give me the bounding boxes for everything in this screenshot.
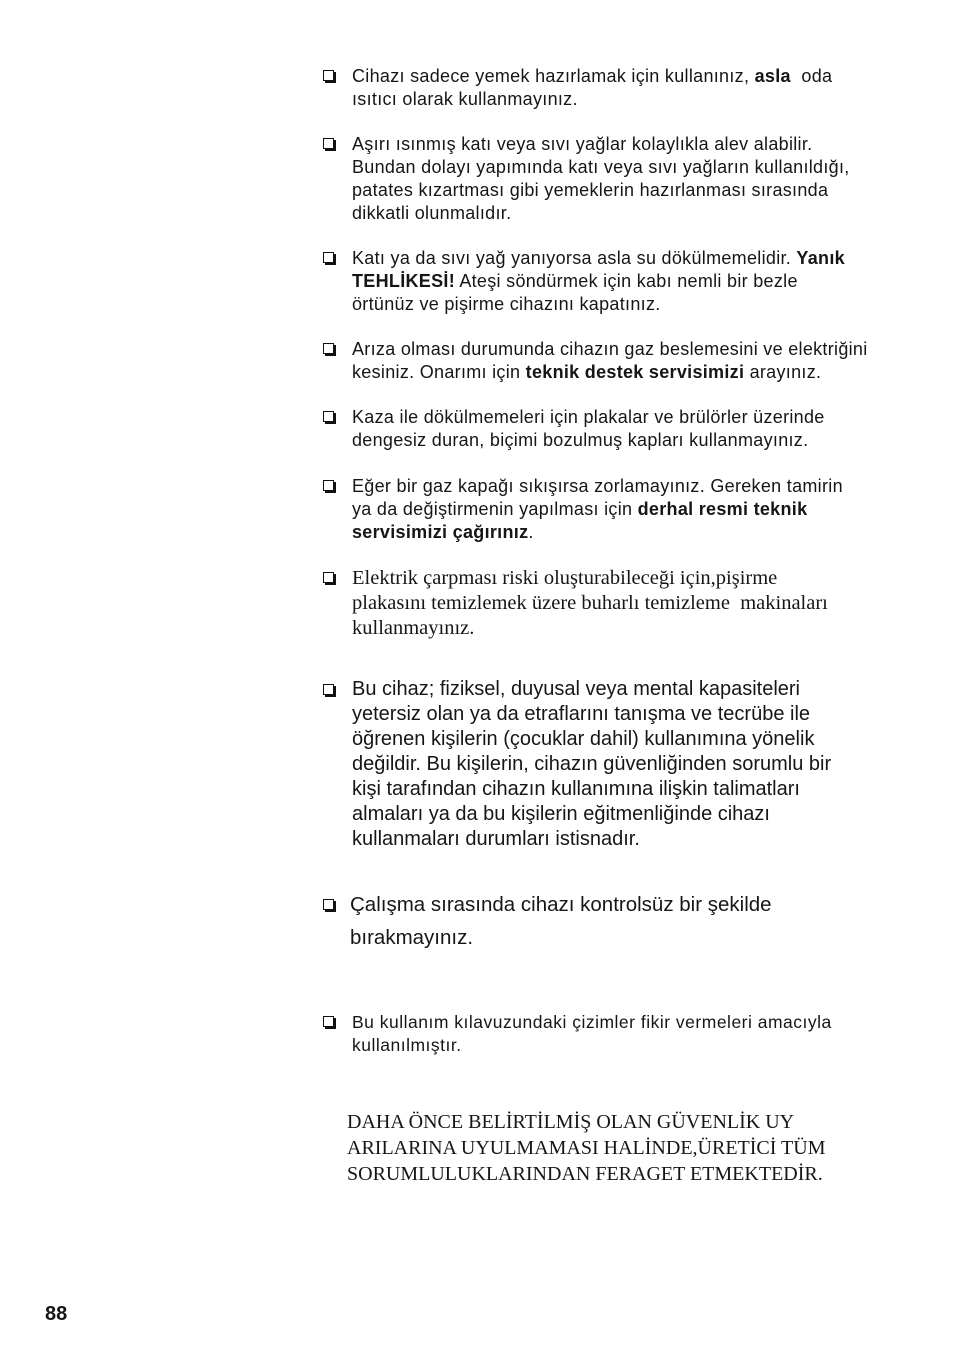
- item-line: [352, 293, 922, 316]
- line-text: Bu cihaz; fiziksel, duyusal veya mental kapasiteleri: [352, 678, 800, 700]
- line-text: Cihazı sadece yemek hazırlamak için kullanınız,: [352, 66, 755, 86]
- bold-text: derhal resmi teknik: [637, 499, 808, 519]
- line-text: dikkatli olunmalıdır.: [352, 203, 512, 223]
- item-line: [352, 179, 922, 202]
- item-line: [352, 802, 922, 827]
- safety-item-text: [352, 677, 922, 852]
- safety-item: [322, 677, 922, 852]
- item-line: [350, 921, 922, 954]
- line-text: örtünüz ve pişirme cihazını kapatınız.: [352, 294, 661, 314]
- safety-item-text: [352, 566, 922, 641]
- line-text: Bundan dolayı yapımında katı veya sıvı yağların kullanıldığı,: [352, 157, 850, 177]
- line-text: Eğer bir gaz kapağı sıkışırsa zorlamayınız. Gereken tamirin: [352, 476, 843, 496]
- item-line: [352, 566, 922, 591]
- line-text: Arıza olması durumunda cihazın gaz beslemesini ve elektriğini: [352, 339, 868, 359]
- safety-item: [322, 133, 922, 225]
- item-line: [352, 475, 922, 498]
- safety-item-text: [350, 888, 922, 954]
- notice-line: ARILARINA UYULMAMASI HALİNDE,ÜRETİCİ TÜM: [347, 1137, 826, 1159]
- line-text: arayınız.: [744, 362, 822, 382]
- line-text: bırakmayınız.: [350, 926, 474, 949]
- checkbox-bullet-icon: [323, 252, 334, 263]
- item-line: [352, 752, 922, 777]
- bold-text: TEHLİKESİ!: [352, 271, 456, 291]
- safety-item: [322, 338, 922, 384]
- line-text: kullanmaları durumları istisnadır.: [352, 828, 640, 850]
- item-line: [352, 88, 922, 111]
- checkbox-bullet-icon: [323, 572, 334, 583]
- checkbox-bullet-icon: [323, 684, 334, 695]
- item-line: [352, 702, 922, 727]
- item-line: [352, 65, 922, 88]
- item-line: [352, 247, 922, 270]
- item-line: [352, 1011, 922, 1034]
- line-text: plakasını temizlemek üzere buharlı temizleme makinaları: [352, 592, 828, 614]
- page-number: 88: [45, 1303, 68, 1325]
- safety-item: [322, 65, 922, 111]
- line-text: Elektrik çarpması riski oluşturabileceği için,pişirme: [352, 567, 778, 589]
- line-text: ısıtıcı olarak kullanmayınız.: [352, 89, 578, 109]
- checkbox-bullet-icon: [323, 480, 334, 491]
- line-text: patates kızartması gibi yemeklerin hazırlanması sırasında: [352, 180, 829, 200]
- line-text: Ateşi söndürmek için kabı nemli bir bezle: [455, 271, 798, 291]
- safety-item-text: [352, 475, 922, 544]
- safety-item-text: [352, 133, 922, 225]
- line-text: almaları ya da bu kişilerin eğitmenliğinde cihazı: [352, 803, 770, 825]
- item-line: [350, 888, 922, 921]
- checkbox-bullet-icon: [323, 138, 334, 149]
- safety-item-text: [352, 338, 922, 384]
- line-text: Katı ya da sıvı yağ yanıyorsa asla su dökülmemelidir.: [352, 248, 797, 268]
- item-line: [352, 406, 922, 429]
- line-text: yetersiz olan ya da etraflarını tanışma ve tecrübe ile: [352, 703, 811, 725]
- safety-item-text: [352, 247, 922, 316]
- line-text: oda: [790, 66, 833, 86]
- item-line: [352, 270, 922, 293]
- item-line: [352, 521, 922, 544]
- bold-text: teknik destek servisimizi: [525, 362, 745, 382]
- line-text: Çalışma sırasında cihazı kontrolsüz bir şekilde: [350, 893, 772, 916]
- notice-line: SORUMLULUKLARINDAN FERAGET ETMEKTEDİR.: [347, 1163, 823, 1185]
- line-text: ya da değiştirmenin yapılması için: [352, 499, 638, 519]
- notice-line: DAHA ÖNCE BELİRTİLMİŞ OLAN GÜVENLİK UY: [347, 1111, 795, 1133]
- bold-text: asla: [754, 66, 791, 86]
- item-line: [352, 591, 922, 616]
- item-line: [352, 338, 922, 361]
- bold-text: Yanık: [796, 248, 845, 268]
- safety-item: [322, 406, 922, 452]
- line-text: kullanılmıştır.: [352, 1035, 462, 1055]
- item-line: [352, 156, 922, 179]
- item-line: [352, 361, 922, 384]
- line-text: Bu kullanım kılavuzundaki çizimler fikir vermeleri amacıyla: [352, 1012, 832, 1032]
- line-text: Kaza ile dökülmemeleri için plakalar ve brülörler üzerinde: [352, 407, 825, 427]
- safety-item: [322, 1011, 922, 1057]
- item-line: [352, 133, 922, 156]
- safety-item-text: [352, 406, 922, 452]
- line-text: dengesiz duran, biçimi bozulmuş kapları kullanmayınız.: [352, 430, 809, 450]
- safety-item-text: [352, 65, 922, 111]
- item-line: [352, 1034, 922, 1057]
- checkbox-bullet-icon: [323, 411, 334, 422]
- item-line: [352, 677, 922, 702]
- safety-item: [322, 475, 922, 544]
- liability-notice: [347, 1109, 826, 1187]
- item-line: [352, 498, 922, 521]
- item-line: [352, 202, 922, 225]
- safety-item: [322, 566, 922, 641]
- item-line: [352, 727, 922, 752]
- safety-item: [322, 888, 922, 954]
- line-text: kesiniz. Onarımı için: [352, 362, 526, 382]
- line-text: .: [528, 522, 534, 542]
- line-text: kullanmayınız.: [352, 617, 475, 639]
- safety-item: [322, 247, 922, 316]
- item-line: [352, 777, 922, 802]
- line-text: değildir. Bu kişilerin, cihazın güvenliğinden sorumlu bir: [352, 753, 832, 775]
- line-text: öğrenen kişilerin (çocuklar dahil) kullanımına yönelik: [352, 728, 815, 750]
- item-line: [352, 827, 922, 852]
- safety-item-text: [352, 1011, 922, 1057]
- line-text: kişi tarafından cihazın kullanımına ilişkin talimatları: [352, 778, 800, 800]
- checkbox-bullet-icon: [323, 70, 334, 81]
- checkbox-bullet-icon: [323, 899, 334, 910]
- checkbox-bullet-icon: [323, 343, 334, 354]
- item-line: [352, 616, 922, 641]
- checkbox-bullet-icon: [323, 1016, 334, 1027]
- bold-text: servisimizi çağırınız: [352, 522, 529, 542]
- line-text: Aşırı ısınmış katı veya sıvı yağlar kolaylıkla alev alabilir.: [352, 134, 813, 154]
- item-line: [352, 429, 922, 452]
